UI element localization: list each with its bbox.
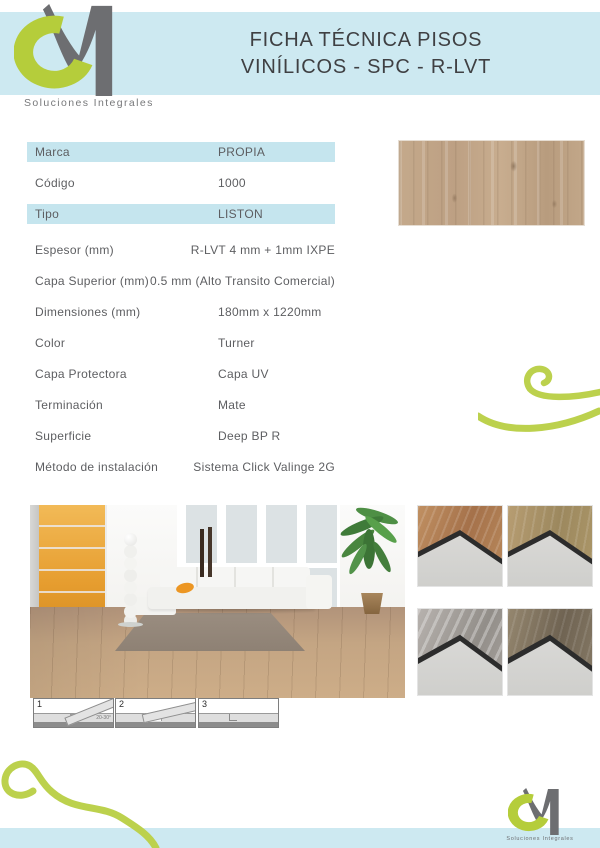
spec-row-superficie: [27, 426, 335, 446]
green-swirl-icon: [478, 356, 600, 448]
spec-value: Capa UV: [218, 367, 269, 381]
spec-label: Tipo: [35, 207, 60, 221]
spec-label: Marca: [35, 145, 70, 159]
spec-value: PROPIA: [218, 145, 266, 159]
sofa-seat: [148, 587, 316, 609]
spec-row-terminacion: [27, 395, 335, 415]
spec-value: LISTON: [218, 207, 263, 221]
detail-tile-gray: [417, 608, 503, 696]
spec-label: Color: [35, 336, 66, 350]
plant-pot: [359, 593, 385, 614]
spec-label: Método de instalación: [35, 460, 159, 474]
spec-label: Superficie: [35, 429, 92, 443]
room-photo: [30, 505, 405, 698]
lamp-base: [118, 622, 143, 627]
palm-plant: [335, 505, 405, 617]
spec-label: Dimensiones (mm): [35, 305, 141, 319]
spec-value: R-LVT 4 mm + 1mm IXPE: [190, 243, 335, 257]
spec-row-capa-protectora: [27, 364, 335, 384]
install-step-2-diagram: [115, 698, 196, 728]
room-orange-panel: [39, 505, 107, 617]
spec-row-capa-superior: [27, 271, 335, 291]
spec-value: Mate: [218, 398, 246, 412]
installed-plank: [199, 713, 278, 722]
spec-table: [27, 142, 335, 488]
page-title-line2: VINÍLICOS - SPC - R-LVT: [240, 56, 492, 78]
decor-vase: [200, 529, 204, 577]
spec-row-dimensiones: [27, 302, 335, 322]
spec-row-codigo: [27, 173, 335, 193]
spec-value: Deep BP R: [218, 429, 281, 443]
spec-value: Turner: [218, 336, 255, 350]
spec-value: Sistema Click Valinge 2G: [193, 460, 335, 474]
page-title: [160, 27, 572, 81]
spec-label: Código: [35, 176, 75, 190]
spec-label: Espesor (mm): [35, 243, 114, 257]
spec-value: 0.5 mm (Alto Transito Comercial): [150, 274, 335, 288]
detail-tile-dark: [507, 608, 593, 696]
subfloor-strip: [199, 722, 278, 727]
install-step-3-diagram: [198, 698, 279, 728]
cm-logo-icon: [508, 788, 572, 835]
step-number: 2: [119, 699, 125, 709]
sofa-armrest: [306, 575, 332, 609]
brand-tagline: Soluciones Integrales: [24, 97, 154, 109]
step-number: 1: [37, 699, 43, 709]
detail-tile-tan: [507, 505, 593, 587]
room-cabinet: [30, 505, 39, 617]
spec-label: Capa Protectora: [35, 367, 127, 381]
subfloor-strip: [116, 722, 195, 727]
cm-logo-icon: [14, 4, 138, 96]
brand-tagline: Soluciones Integrales: [506, 836, 574, 842]
spec-label: Terminación: [35, 398, 103, 412]
wood-swatch-image: [398, 140, 585, 226]
spec-row-marca: [27, 142, 335, 162]
spec-value: 1000: [218, 176, 246, 190]
green-swirl-icon: [0, 756, 165, 848]
install-step-1-diagram: [33, 698, 114, 728]
step-number: 3: [202, 699, 208, 709]
spec-row-metodo: [27, 457, 335, 477]
spec-row-espesor: [27, 240, 335, 260]
click-seam: [229, 714, 237, 721]
decor-vase: [208, 527, 212, 577]
spec-row-tipo: [27, 204, 335, 224]
spec-row-color: [27, 333, 335, 353]
spec-value: 180mm x 1220mm: [218, 305, 322, 319]
ball-floor-lamp: [124, 533, 137, 546]
detail-tile-brown: [417, 505, 503, 587]
angle-label: 20-30°: [96, 715, 111, 721]
page-title-line1: FICHA TÉCNICA PISOS: [249, 29, 483, 51]
spec-label: Capa Superior (mm): [35, 274, 150, 288]
